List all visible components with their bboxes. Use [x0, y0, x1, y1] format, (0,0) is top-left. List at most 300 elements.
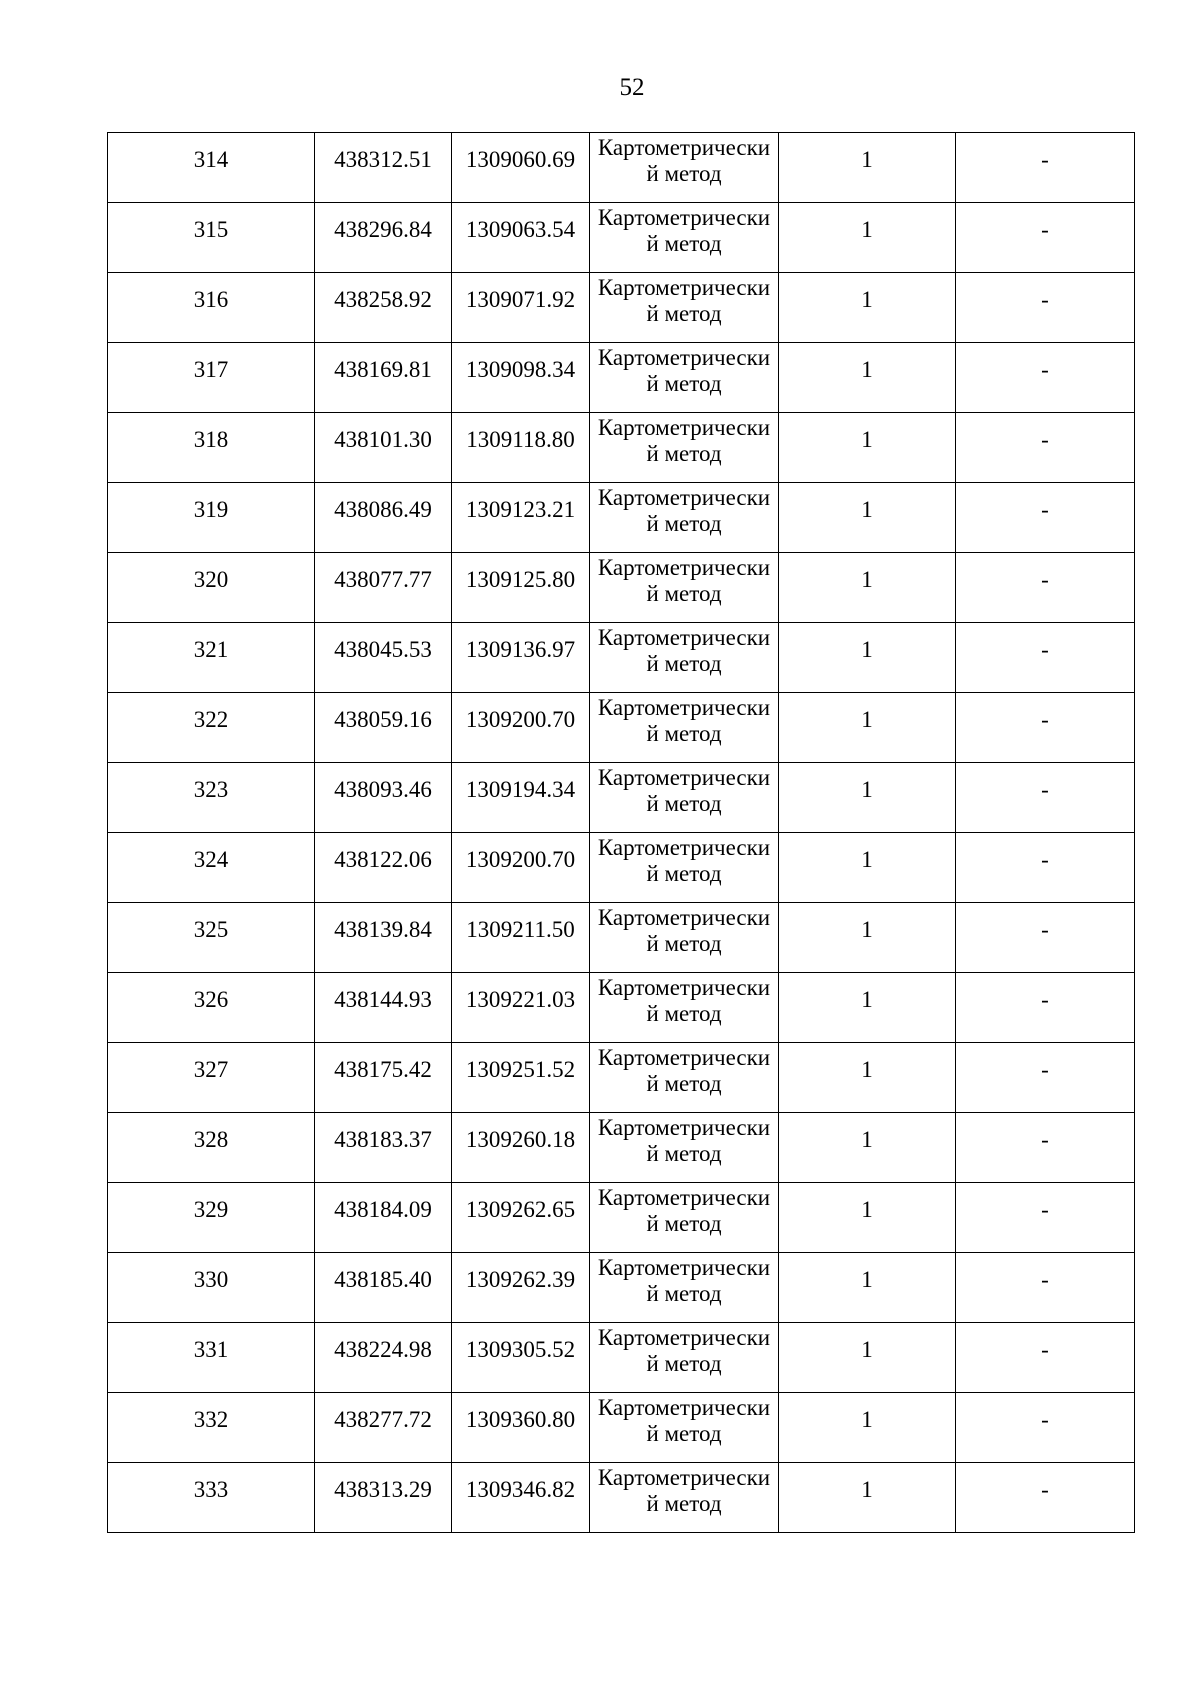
x-coordinate-value: 438183.37	[334, 1127, 432, 1152]
method-text	[590, 343, 778, 397]
x-coordinate-cell	[315, 903, 452, 973]
point-number-cell	[108, 133, 315, 203]
method-cell	[590, 1043, 779, 1113]
point-number-value: 318	[193, 427, 229, 452]
method-cell	[590, 1253, 779, 1323]
method-cell	[590, 483, 779, 553]
page-number: 52	[619, 74, 645, 101]
accuracy-cell	[779, 763, 956, 833]
accuracy-cell	[779, 133, 956, 203]
x-coordinate-cell	[315, 413, 452, 483]
method-line-1: Картометрически	[597, 275, 771, 300]
accuracy-value: 1	[861, 1477, 873, 1502]
x-coordinate-value: 438059.16	[334, 707, 432, 732]
method-text	[590, 1323, 778, 1377]
note-cell	[956, 413, 1135, 483]
point-number-cell	[108, 693, 315, 763]
method-cell	[590, 973, 779, 1043]
accuracy-value: 1	[861, 567, 873, 592]
point-number-cell	[108, 763, 315, 833]
method-line-2: й метод	[646, 1141, 722, 1166]
x-coordinate-value: 438122.06	[334, 847, 432, 872]
table-row	[108, 203, 1135, 273]
note-cell	[956, 833, 1135, 903]
method-line-1: Картометрически	[597, 1255, 771, 1280]
table-row	[108, 1323, 1135, 1393]
method-line-1: Картометрически	[597, 1185, 771, 1210]
x-coordinate-cell	[315, 1463, 452, 1533]
method-line-2: й метод	[646, 511, 722, 536]
method-cell	[590, 133, 779, 203]
table-row	[108, 1393, 1135, 1463]
point-number-cell	[108, 1253, 315, 1323]
accuracy-value: 1	[861, 917, 873, 942]
y-coordinate-value: 1309262.39	[465, 1267, 576, 1292]
accuracy-cell	[779, 553, 956, 623]
table-row	[108, 1253, 1135, 1323]
point-number-cell	[108, 1463, 315, 1533]
point-number-value: 320	[193, 567, 229, 592]
x-coordinate-cell	[315, 1323, 452, 1393]
y-coordinate-value: 1309194.34	[465, 777, 576, 802]
method-line-2: й метод	[646, 1071, 722, 1096]
accuracy-cell	[779, 1463, 956, 1533]
method-text	[590, 1393, 778, 1447]
method-text	[590, 1043, 778, 1097]
y-coordinate-value: 1309200.70	[465, 847, 576, 872]
method-line-1: Картометрически	[597, 695, 771, 720]
method-line-2: й метод	[646, 1211, 722, 1236]
note-cell	[956, 1253, 1135, 1323]
note-cell	[956, 1463, 1135, 1533]
method-text	[590, 203, 778, 257]
method-text	[590, 903, 778, 957]
method-text	[590, 273, 778, 327]
method-text	[590, 1463, 778, 1517]
accuracy-value: 1	[861, 637, 873, 662]
accuracy-value: 1	[861, 847, 873, 872]
point-number-cell	[108, 623, 315, 693]
method-text	[590, 763, 778, 817]
method-line-1: Картометрически	[597, 1045, 771, 1070]
note-cell	[956, 763, 1135, 833]
y-coordinate-cell	[452, 693, 590, 763]
y-coordinate-cell	[452, 553, 590, 623]
method-text	[590, 693, 778, 747]
y-coordinate-cell	[452, 203, 590, 273]
method-cell	[590, 1393, 779, 1463]
accuracy-cell	[779, 1323, 956, 1393]
table-row	[108, 903, 1135, 973]
x-coordinate-value: 438139.84	[334, 917, 432, 942]
y-coordinate-value: 1309346.82	[465, 1477, 576, 1502]
accuracy-value: 1	[861, 707, 873, 732]
accuracy-cell	[779, 903, 956, 973]
method-cell	[590, 763, 779, 833]
x-coordinate-value: 438185.40	[334, 1267, 432, 1292]
table-row	[108, 833, 1135, 903]
x-coordinate-cell	[315, 1043, 452, 1113]
method-text	[590, 1183, 778, 1237]
table-row	[108, 1113, 1135, 1183]
method-cell	[590, 1463, 779, 1533]
note-value: -	[1041, 147, 1049, 172]
note-cell	[956, 693, 1135, 763]
method-line-2: й метод	[646, 721, 722, 746]
x-coordinate-value: 438258.92	[334, 287, 432, 312]
y-coordinate-value: 1309125.80	[465, 567, 576, 592]
method-cell	[590, 693, 779, 763]
y-coordinate-cell	[452, 1113, 590, 1183]
note-cell	[956, 1183, 1135, 1253]
method-line-1: Картометрически	[597, 835, 771, 860]
method-cell	[590, 1183, 779, 1253]
point-number-value: 329	[193, 1197, 229, 1222]
note-cell	[956, 623, 1135, 693]
method-text	[590, 1113, 778, 1167]
method-line-1: Картометрически	[597, 345, 771, 370]
method-text	[590, 413, 778, 467]
method-line-2: й метод	[646, 1351, 722, 1376]
note-value: -	[1041, 1197, 1049, 1222]
y-coordinate-value: 1309136.97	[465, 637, 576, 662]
point-number-cell	[108, 553, 315, 623]
point-number-cell	[108, 1323, 315, 1393]
point-number-value: 331	[193, 1337, 229, 1362]
y-coordinate-value: 1309118.80	[466, 427, 575, 452]
accuracy-value: 1	[861, 1267, 873, 1292]
method-line-1: Картометрически	[597, 1395, 771, 1420]
accuracy-cell	[779, 273, 956, 343]
table-row	[108, 133, 1135, 203]
coordinates-table	[107, 132, 1135, 1533]
y-coordinate-cell	[452, 903, 590, 973]
point-number-cell	[108, 973, 315, 1043]
point-number-cell	[108, 1113, 315, 1183]
table-row	[108, 413, 1135, 483]
x-coordinate-value: 438101.30	[334, 427, 432, 452]
method-line-1: Картометрически	[597, 205, 771, 230]
x-coordinate-cell	[315, 973, 452, 1043]
point-number-cell	[108, 203, 315, 273]
point-number-value: 333	[193, 1477, 229, 1502]
x-coordinate-value: 438169.81	[334, 357, 432, 382]
method-line-1: Картометрически	[597, 625, 771, 650]
accuracy-value: 1	[861, 1197, 873, 1222]
note-value: -	[1041, 1057, 1049, 1082]
method-text	[590, 833, 778, 887]
accuracy-value: 1	[861, 987, 873, 1012]
method-line-2: й метод	[646, 231, 722, 256]
x-coordinate-value: 438184.09	[334, 1197, 432, 1222]
y-coordinate-cell	[452, 273, 590, 343]
point-number-value: 314	[193, 147, 229, 172]
note-cell	[956, 203, 1135, 273]
y-coordinate-value: 1309123.21	[465, 497, 576, 522]
method-line-1: Картометрически	[597, 905, 771, 930]
method-cell	[590, 1323, 779, 1393]
accuracy-cell	[779, 1253, 956, 1323]
y-coordinate-cell	[452, 133, 590, 203]
x-coordinate-cell	[315, 763, 452, 833]
point-number-cell	[108, 903, 315, 973]
table-row	[108, 1043, 1135, 1113]
method-cell	[590, 413, 779, 483]
point-number-cell	[108, 483, 315, 553]
accuracy-value: 1	[861, 1057, 873, 1082]
accuracy-value: 1	[861, 777, 873, 802]
point-number-value: 321	[193, 637, 229, 662]
x-coordinate-cell	[315, 1183, 452, 1253]
x-coordinate-cell	[315, 1393, 452, 1463]
method-line-2: й метод	[646, 791, 722, 816]
point-number-cell	[108, 1183, 315, 1253]
method-line-2: й метод	[646, 371, 722, 396]
x-coordinate-cell	[315, 203, 452, 273]
note-cell	[956, 133, 1135, 203]
note-value: -	[1041, 777, 1049, 802]
x-coordinate-value: 438093.46	[334, 777, 432, 802]
method-line-1: Картометрически	[597, 1115, 771, 1140]
method-text	[590, 553, 778, 607]
point-number-cell	[108, 833, 315, 903]
method-line-2: й метод	[646, 1281, 722, 1306]
note-cell	[956, 483, 1135, 553]
point-number-value: 330	[193, 1267, 229, 1292]
y-coordinate-cell	[452, 343, 590, 413]
accuracy-cell	[779, 483, 956, 553]
table-row	[108, 1463, 1135, 1533]
method-cell	[590, 833, 779, 903]
x-coordinate-value: 438224.98	[334, 1337, 432, 1362]
method-cell	[590, 623, 779, 693]
method-line-2: й метод	[646, 651, 722, 676]
accuracy-value: 1	[861, 1407, 873, 1432]
accuracy-cell	[779, 973, 956, 1043]
method-line-2: й метод	[646, 931, 722, 956]
accuracy-cell	[779, 1113, 956, 1183]
y-coordinate-cell	[452, 483, 590, 553]
method-line-2: й метод	[646, 581, 722, 606]
table-row	[108, 973, 1135, 1043]
x-coordinate-value: 438296.84	[334, 217, 432, 242]
method-line-1: Картометрически	[597, 975, 771, 1000]
note-cell	[956, 1393, 1135, 1463]
accuracy-value: 1	[861, 147, 873, 172]
accuracy-value: 1	[861, 497, 873, 522]
method-cell	[590, 203, 779, 273]
y-coordinate-cell	[452, 413, 590, 483]
accuracy-value: 1	[861, 287, 873, 312]
y-coordinate-value: 1309260.18	[465, 1127, 576, 1152]
x-coordinate-value: 438045.53	[334, 637, 432, 662]
y-coordinate-value: 1309063.54	[465, 217, 576, 242]
method-line-2: й метод	[646, 441, 722, 466]
note-cell	[956, 553, 1135, 623]
method-line-1: Картометрически	[597, 415, 771, 440]
point-number-value: 317	[193, 357, 229, 382]
point-number-value: 325	[193, 917, 229, 942]
method-line-1: Картометрически	[597, 765, 771, 790]
table-row	[108, 273, 1135, 343]
method-line-1: Картометрически	[597, 1325, 771, 1350]
accuracy-cell	[779, 693, 956, 763]
accuracy-value: 1	[861, 427, 873, 452]
method-text	[590, 483, 778, 537]
method-line-1: Картометрически	[597, 1465, 771, 1490]
method-line-2: й метод	[646, 861, 722, 886]
y-coordinate-value: 1309060.69	[465, 147, 576, 172]
accuracy-value: 1	[861, 1127, 873, 1152]
x-coordinate-cell	[315, 623, 452, 693]
point-number-value: 327	[193, 1057, 229, 1082]
method-line-1: Картометрически	[597, 485, 771, 510]
x-coordinate-cell	[315, 273, 452, 343]
method-line-2: й метод	[646, 301, 722, 326]
note-cell	[956, 343, 1135, 413]
note-value: -	[1041, 637, 1049, 662]
y-coordinate-value: 1309200.70	[465, 707, 576, 732]
y-coordinate-cell	[452, 763, 590, 833]
method-text	[590, 973, 778, 1027]
table-row	[108, 693, 1135, 763]
y-coordinate-cell	[452, 1323, 590, 1393]
method-line-2: й метод	[646, 1491, 722, 1516]
method-cell	[590, 553, 779, 623]
accuracy-cell	[779, 623, 956, 693]
accuracy-cell	[779, 203, 956, 273]
point-number-cell	[108, 1393, 315, 1463]
point-number-cell	[108, 273, 315, 343]
x-coordinate-value: 438086.49	[334, 497, 432, 522]
x-coordinate-cell	[315, 1113, 452, 1183]
note-cell	[956, 1043, 1135, 1113]
table-row	[108, 343, 1135, 413]
point-number-cell	[108, 413, 315, 483]
x-coordinate-cell	[315, 693, 452, 763]
x-coordinate-value: 438144.93	[334, 987, 432, 1012]
note-value: -	[1041, 847, 1049, 872]
point-number-value: 324	[193, 847, 229, 872]
x-coordinate-cell	[315, 833, 452, 903]
method-text	[590, 1253, 778, 1307]
accuracy-cell	[779, 413, 956, 483]
y-coordinate-value: 1309221.03	[465, 987, 576, 1012]
method-text	[590, 133, 778, 187]
x-coordinate-value: 438077.77	[334, 567, 432, 592]
accuracy-cell	[779, 343, 956, 413]
y-coordinate-value: 1309305.52	[465, 1337, 576, 1362]
table-row	[108, 553, 1135, 623]
point-number-value: 326	[193, 987, 229, 1012]
y-coordinate-cell	[452, 1043, 590, 1113]
note-value: -	[1041, 497, 1049, 522]
y-coordinate-value: 1309098.34	[465, 357, 576, 382]
note-cell	[956, 903, 1135, 973]
method-cell	[590, 1113, 779, 1183]
method-line-1: Картометрически	[597, 555, 771, 580]
method-line-1: Картометрически	[597, 135, 771, 160]
y-coordinate-value: 1309071.92	[465, 287, 576, 312]
y-coordinate-cell	[452, 833, 590, 903]
note-value: -	[1041, 707, 1049, 732]
method-cell	[590, 273, 779, 343]
x-coordinate-value: 438175.42	[334, 1057, 432, 1082]
accuracy-cell	[779, 1043, 956, 1113]
method-cell	[590, 903, 779, 973]
point-number-value: 315	[193, 217, 229, 242]
x-coordinate-value: 438277.72	[334, 1407, 432, 1432]
point-number-cell	[108, 343, 315, 413]
note-value: -	[1041, 917, 1049, 942]
x-coordinate-value: 438312.51	[334, 147, 432, 172]
method-line-2: й метод	[646, 1001, 722, 1026]
note-value: -	[1041, 1127, 1049, 1152]
y-coordinate-cell	[452, 1183, 590, 1253]
table-row	[108, 623, 1135, 693]
y-coordinate-cell	[452, 1253, 590, 1323]
table-row	[108, 483, 1135, 553]
x-coordinate-cell	[315, 343, 452, 413]
note-cell	[956, 273, 1135, 343]
note-value: -	[1041, 1267, 1049, 1292]
table-row	[108, 1183, 1135, 1253]
note-value: -	[1041, 1337, 1049, 1362]
y-coordinate-cell	[452, 1393, 590, 1463]
coordinates-table-body	[108, 133, 1135, 1533]
accuracy-cell	[779, 1393, 956, 1463]
point-number-cell	[108, 1043, 315, 1113]
note-value: -	[1041, 1477, 1049, 1502]
point-number-value: 322	[193, 707, 229, 732]
x-coordinate-value: 438313.29	[334, 1477, 432, 1502]
accuracy-value: 1	[861, 217, 873, 242]
note-value: -	[1041, 567, 1049, 592]
note-value: -	[1041, 987, 1049, 1012]
note-value: -	[1041, 427, 1049, 452]
x-coordinate-cell	[315, 483, 452, 553]
point-number-value: 323	[193, 777, 229, 802]
note-value: -	[1041, 287, 1049, 312]
y-coordinate-value: 1309251.52	[465, 1057, 576, 1082]
method-line-2: й метод	[646, 1421, 722, 1446]
y-coordinate-cell	[452, 1463, 590, 1533]
note-value: -	[1041, 357, 1049, 382]
table-row	[108, 763, 1135, 833]
method-text	[590, 623, 778, 677]
method-line-2: й метод	[646, 161, 722, 186]
accuracy-value: 1	[861, 357, 873, 382]
y-coordinate-value: 1309360.80	[465, 1407, 576, 1432]
point-number-value: 328	[193, 1127, 229, 1152]
note-value: -	[1041, 217, 1049, 242]
point-number-value: 316	[193, 287, 229, 312]
accuracy-cell	[779, 833, 956, 903]
accuracy-value: 1	[861, 1337, 873, 1362]
y-coordinate-value: 1309211.50	[466, 917, 575, 942]
x-coordinate-cell	[315, 133, 452, 203]
y-coordinate-value: 1309262.65	[465, 1197, 576, 1222]
x-coordinate-cell	[315, 553, 452, 623]
x-coordinate-cell	[315, 1253, 452, 1323]
point-number-value: 319	[193, 497, 229, 522]
note-cell	[956, 1113, 1135, 1183]
point-number-value: 332	[193, 1407, 229, 1432]
method-cell	[590, 343, 779, 413]
accuracy-cell	[779, 1183, 956, 1253]
note-cell	[956, 1323, 1135, 1393]
note-value: -	[1041, 1407, 1049, 1432]
